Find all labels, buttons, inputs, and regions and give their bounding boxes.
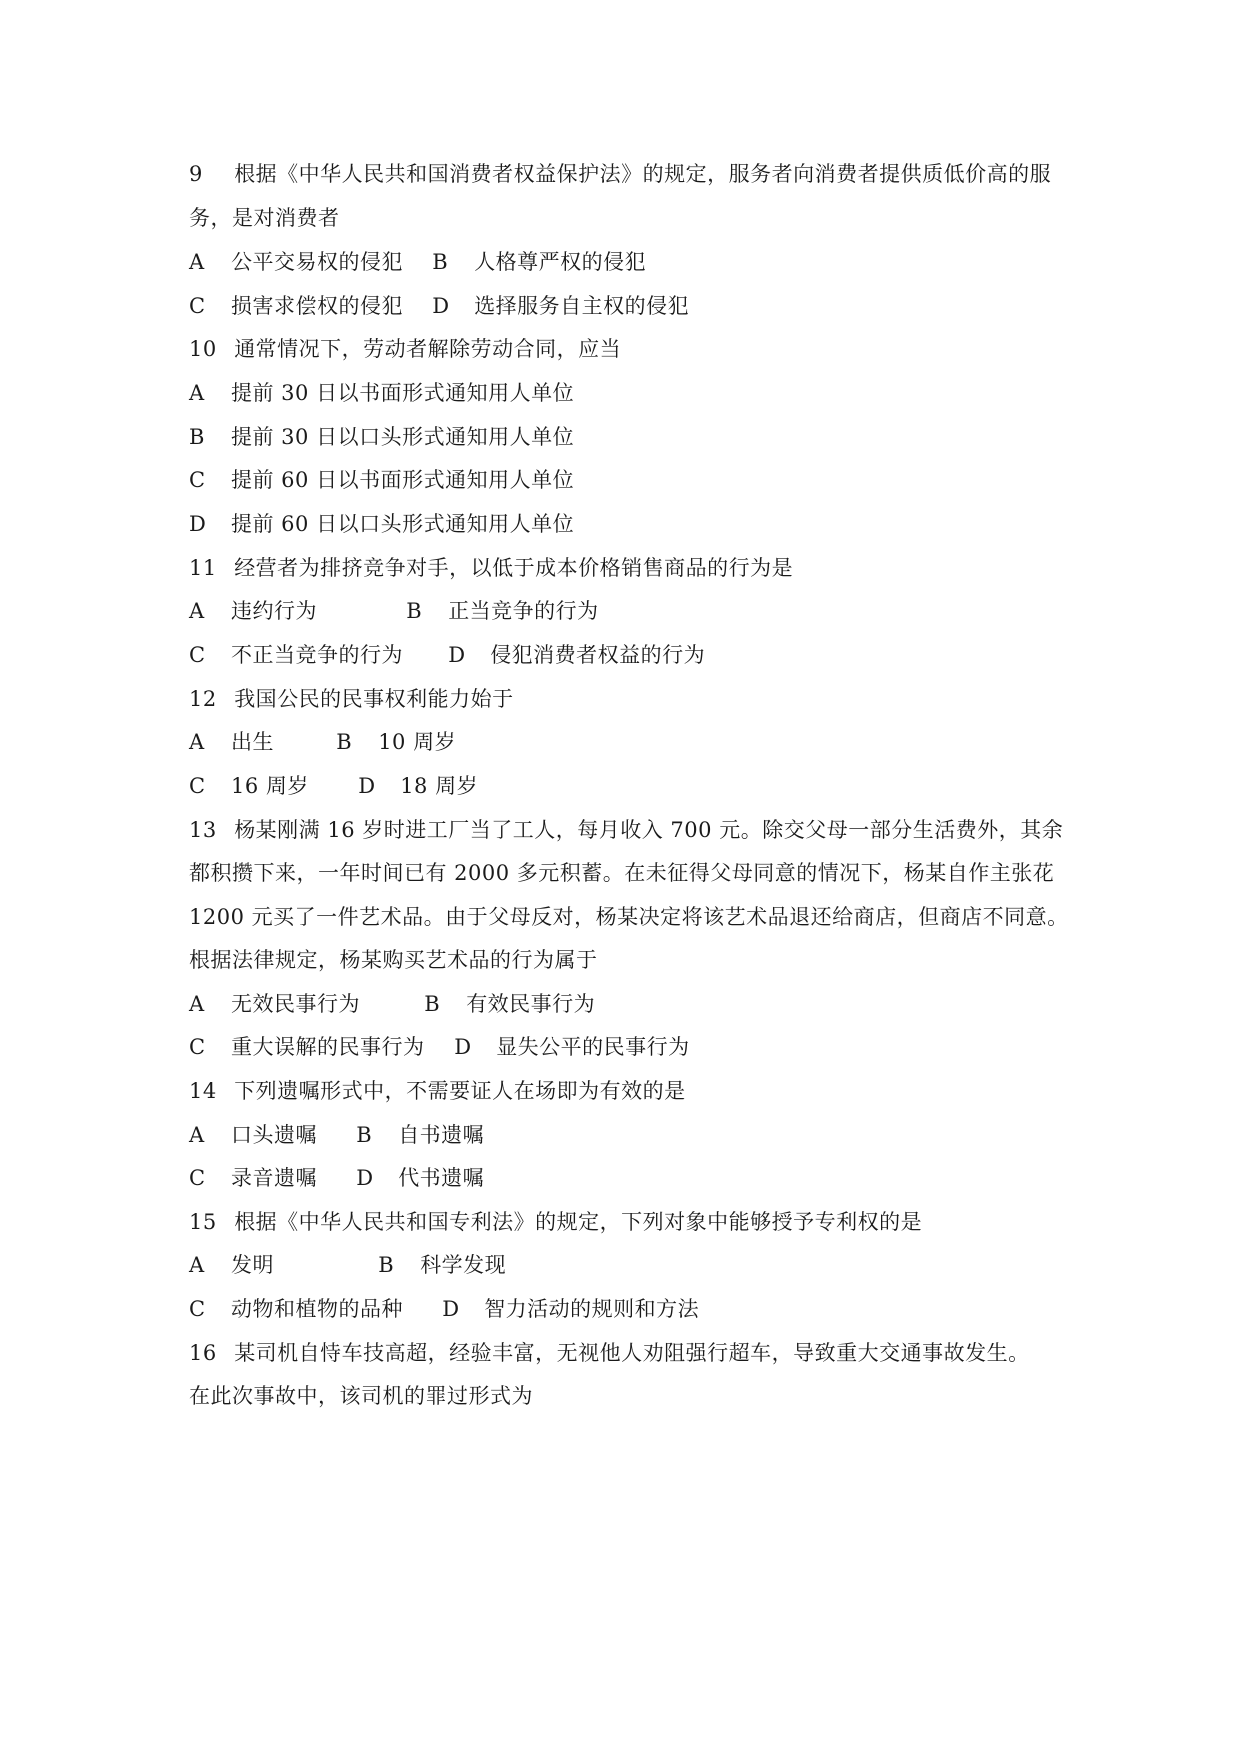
option-a — [189, 722, 329, 762]
option-d — [356, 1158, 484, 1198]
question-13-stem-text: 都积攒下来，一年时间已有 2000 多元积蓄。在未征得父母同意的情况下，杨某自作主张花 — [189, 861, 1055, 885]
question-15-number: 15 — [189, 1210, 217, 1234]
question-12-number: 12 — [189, 687, 217, 711]
option-b — [424, 984, 595, 1024]
option-text: 智力活动的规则和方法 — [484, 1297, 700, 1321]
question-11-stem-text: 经营者为排挤竞争对手，以低于成本价格销售商品的行为是 — [234, 556, 794, 580]
option-letter: D — [356, 1166, 374, 1190]
question-10-option-b — [189, 417, 1069, 457]
option-letter: A — [189, 250, 205, 274]
question-9-stem-text: 根据《中华人民共和国消费者权益保护法》的规定，服务者向消费者提供质低价高的服 — [234, 162, 1052, 186]
option-text: 重大误解的民事行为 — [231, 1035, 425, 1059]
option-text: 损害求偿权的侵犯 — [231, 294, 403, 318]
option-text: 正当竞争的行为 — [448, 599, 599, 623]
question-13-stem-text: 杨某刚满 16 岁时进工厂当了工人，每月收入 700 元。除交父母一部分生活费外，其余 — [234, 818, 1064, 842]
option-letter: B — [424, 992, 441, 1016]
option-d — [454, 1027, 690, 1067]
option-text: 提前 30 日以书面形式通知用人单位 — [231, 381, 575, 405]
question-10-option-c — [189, 460, 1069, 500]
option-text: 18 周岁 — [400, 774, 479, 798]
option-letter: A — [189, 992, 205, 1016]
option-text: 提前 30 日以口头形式通知用人单位 — [231, 425, 575, 449]
option-letter: B — [378, 1253, 395, 1277]
option-text: 人格尊严权的侵犯 — [474, 250, 647, 274]
question-12-options-row-2 — [189, 766, 1069, 806]
question-11-options-row-2 — [189, 635, 1069, 675]
option-text: 选择服务自主权的侵犯 — [474, 294, 690, 318]
question-14-stem-text: 下列遗嘱形式中，不需要证人在场即为有效的是 — [234, 1079, 686, 1103]
option-text: 显失公平的民事行为 — [496, 1035, 690, 1059]
option-letter: C — [189, 1166, 206, 1190]
question-13-number: 13 — [189, 818, 217, 842]
question-12-stem-line-1 — [189, 679, 1069, 719]
option-letter: D — [189, 512, 207, 536]
question-16-number: 16 — [189, 1341, 217, 1365]
question-10-option-a — [189, 373, 1069, 413]
question-13-options-row-2 — [189, 1027, 1069, 1067]
option-letter: B — [356, 1123, 373, 1147]
question-9-options-row-2 — [189, 286, 1069, 326]
option-c — [189, 1289, 435, 1329]
option-d — [432, 286, 689, 326]
option-letter: A — [189, 599, 205, 623]
option-b — [356, 1115, 484, 1155]
option-d — [358, 766, 478, 806]
question-12-stem-text: 我国公民的民事权利能力始于 — [234, 687, 514, 711]
option-a — [189, 242, 425, 282]
question-10-number: 10 — [189, 337, 217, 361]
question-10-stem-line-1 — [189, 329, 1069, 369]
question-12-options-row-1 — [189, 722, 1069, 762]
option-letter: A — [189, 1123, 205, 1147]
question-16-stem-line-1 — [189, 1333, 1069, 1373]
option-letter: D — [358, 774, 376, 798]
question-13-stem-text: 根据法律规定，杨某购买艺术品的行为属于 — [189, 948, 598, 972]
question-14-number: 14 — [189, 1079, 217, 1103]
option-text: 无效民事行为 — [231, 992, 360, 1016]
question-15-options-row-2 — [189, 1289, 1069, 1329]
option-text: 违约行为 — [231, 599, 317, 623]
option-c — [189, 1027, 447, 1067]
option-letter: B — [336, 730, 353, 754]
option-letter: D — [442, 1297, 460, 1321]
question-9-stem-text: 务，是对消费者 — [189, 206, 340, 230]
question-13-stem-line-1 — [189, 810, 1069, 850]
question-16-stem-text: 在此次事故中，该司机的罪过形式为 — [189, 1384, 533, 1408]
option-text: 侵犯消费者权益的行为 — [490, 643, 706, 667]
question-16-stem-text: 某司机自恃车技高超，经验丰富，无视他人劝阻强行超车，导致重大交通事故发生。 — [234, 1341, 1030, 1365]
question-13-stem-line-4 — [189, 940, 1069, 980]
question-11-number: 11 — [189, 556, 217, 580]
option-letter: A — [189, 381, 205, 405]
question-9-stem-line-2 — [189, 198, 1069, 238]
option-letter: D — [448, 643, 466, 667]
option-letter: C — [189, 1035, 206, 1059]
option-letter: B — [189, 425, 205, 449]
option-text: 提前 60 日以口头形式通知用人单位 — [231, 512, 575, 536]
option-text: 口头遗嘱 — [231, 1123, 317, 1147]
option-a — [189, 984, 417, 1024]
option-letter: A — [189, 1253, 205, 1277]
question-11-options-row-1 — [189, 591, 1069, 631]
option-c — [189, 766, 351, 806]
question-15-stem-text: 根据《中华人民共和国专利法》的规定，下列对象中能够授予专利权的是 — [234, 1210, 923, 1234]
option-text: 代书遗嘱 — [398, 1166, 485, 1190]
question-9-stem-line-1 — [189, 154, 1069, 194]
option-a — [189, 1115, 349, 1155]
option-d — [448, 635, 705, 675]
question-9-options-row-1 — [189, 242, 1069, 282]
option-letter: C — [189, 468, 206, 492]
option-letter: D — [454, 1035, 472, 1059]
option-c — [189, 286, 425, 326]
option-c — [189, 635, 441, 675]
option-d — [442, 1289, 699, 1329]
option-text: 公平交易权的侵犯 — [231, 250, 403, 274]
question-13-stem-line-2 — [189, 853, 1069, 893]
question-15-options-row-1 — [189, 1245, 1069, 1285]
option-b — [432, 242, 646, 282]
option-letter: C — [189, 1297, 206, 1321]
option-text: 10 周岁 — [378, 730, 457, 754]
question-14-options-row-1 — [189, 1115, 1069, 1155]
option-letter: B — [432, 250, 449, 274]
option-a — [189, 591, 399, 631]
option-letter: C — [189, 294, 206, 318]
question-14-options-row-2 — [189, 1158, 1069, 1198]
question-13-stem-line-3 — [189, 897, 1069, 937]
question-10-stem-text: 通常情况下，劳动者解除劳动合同，应当 — [234, 337, 622, 361]
option-text: 科学发现 — [420, 1253, 507, 1277]
option-a — [189, 1245, 371, 1285]
option-letter: D — [432, 294, 450, 318]
option-b — [336, 722, 456, 762]
question-15-stem-line-1 — [189, 1202, 1069, 1242]
option-b — [378, 1245, 506, 1285]
question-13-options-row-1 — [189, 984, 1069, 1024]
option-letter: C — [189, 774, 206, 798]
option-letter: A — [189, 730, 205, 754]
question-16-stem-line-2 — [189, 1376, 1069, 1416]
option-text: 提前 60 日以书面形式通知用人单位 — [231, 468, 575, 492]
option-text: 自书遗嘱 — [398, 1123, 485, 1147]
option-c — [189, 1158, 349, 1198]
option-text: 16 周岁 — [231, 774, 309, 798]
option-b — [406, 591, 599, 631]
option-text: 不正当竞争的行为 — [231, 643, 403, 667]
option-text: 出生 — [231, 730, 274, 754]
option-text: 动物和植物的品种 — [231, 1297, 403, 1321]
option-text: 有效民事行为 — [466, 992, 596, 1016]
question-14-stem-line-1 — [189, 1071, 1069, 1111]
question-9-number: 9 — [189, 162, 203, 186]
question-13-stem-text: 1200 元买了一件艺术品。由于父母反对，杨某决定将该艺术品退还给商店，但商店不同意。 — [189, 905, 1069, 929]
option-text: 录音遗嘱 — [231, 1166, 317, 1190]
option-letter: B — [406, 599, 423, 623]
question-10-option-d — [189, 504, 1069, 544]
option-letter: C — [189, 643, 206, 667]
option-text: 发明 — [231, 1253, 274, 1277]
question-11-stem-line-1 — [189, 548, 1069, 588]
